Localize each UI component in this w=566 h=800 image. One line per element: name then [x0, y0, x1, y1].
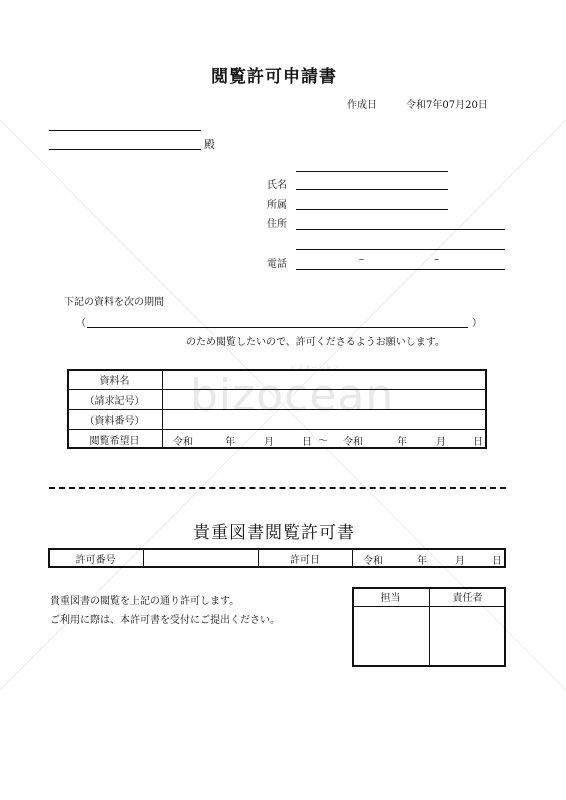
- permit-date-era: 令和: [363, 556, 383, 567]
- date-month-to: 月: [436, 437, 446, 448]
- name-label: 氏名: [267, 180, 287, 191]
- date-range-tilde: 〜: [318, 436, 328, 447]
- created-label: 作成日: [347, 100, 377, 111]
- approval-header-sep: [352, 606, 506, 607]
- permit-title: 貴重図書閲覧許可書: [193, 523, 355, 543]
- name-field[interactable]: [296, 189, 448, 190]
- purpose-field[interactable]: [87, 327, 468, 328]
- addressee-suffix: 殿: [204, 138, 215, 151]
- paren-open: （: [76, 318, 86, 329]
- watermark-sub: ビズオーシャン: [290, 364, 339, 372]
- paren-close: ）: [472, 318, 482, 329]
- cut-line: [49, 487, 506, 489]
- date-day-to: 日: [473, 437, 483, 448]
- address-field-1[interactable]: [296, 229, 505, 230]
- date-era-to: 令和: [343, 437, 363, 448]
- permit-number-label: 許可番号: [75, 554, 116, 566]
- addressee-line-2[interactable]: [49, 149, 201, 150]
- permit-notice-2: ご利用に際は、本許可書を受付にご提出ください。: [50, 615, 280, 626]
- material-row-label: （請求記号）: [84, 395, 145, 407]
- date-year-to: 年: [397, 437, 407, 448]
- date-year-from: 年: [225, 437, 235, 448]
- permit-date-label: 許可日: [290, 554, 320, 566]
- name-line-top: [296, 171, 448, 172]
- phone-separator-2: –: [434, 254, 439, 265]
- permit-divider-3: [352, 548, 353, 568]
- purpose-text: のため閲覧したいので、許可くださるようお願いします。: [186, 337, 445, 348]
- document-title: 閲覧許可申請書: [211, 67, 337, 87]
- phone-separator-1: –: [359, 254, 364, 265]
- call-number-input[interactable]: [163, 390, 485, 409]
- manager-stamp-box[interactable]: [431, 608, 504, 665]
- phone-label: 電話: [267, 259, 287, 270]
- permit-date-day: 日: [492, 556, 502, 567]
- permit-date-year: 年: [417, 556, 427, 567]
- address-field-2[interactable]: [296, 249, 505, 250]
- date-era-from: 令和: [173, 437, 193, 448]
- affiliation-label: 所属: [267, 200, 287, 211]
- material-row-label: 閲覧希望日: [89, 435, 140, 447]
- material-name-input[interactable]: [163, 370, 485, 389]
- permit-number-input[interactable]: [144, 549, 258, 567]
- manager-label: 責任者: [452, 593, 483, 604]
- material-number-input[interactable]: [163, 410, 485, 429]
- date-day-from: 日: [302, 437, 312, 448]
- address-label: 住所: [267, 219, 287, 230]
- material-row-label: 資料名: [99, 375, 130, 387]
- affiliation-field[interactable]: [296, 209, 448, 210]
- phone-field[interactable]: [296, 269, 505, 270]
- permit-notice-1: 貴重図書の閲覧を上記の通り許可します。: [50, 596, 240, 607]
- request-intro: 下記の資料を次の期間: [64, 297, 164, 308]
- addressee-line-1[interactable]: [49, 130, 201, 131]
- permit-date-month: 月: [455, 556, 465, 567]
- material-row-label: （資料番号）: [84, 415, 145, 427]
- staff-stamp-box[interactable]: [354, 608, 428, 665]
- created-date: 令和7年07月20日: [406, 100, 488, 111]
- watermark-logo: bizocean: [190, 370, 395, 421]
- staff-label: 担当: [380, 593, 401, 604]
- date-month-from: 月: [264, 437, 274, 448]
